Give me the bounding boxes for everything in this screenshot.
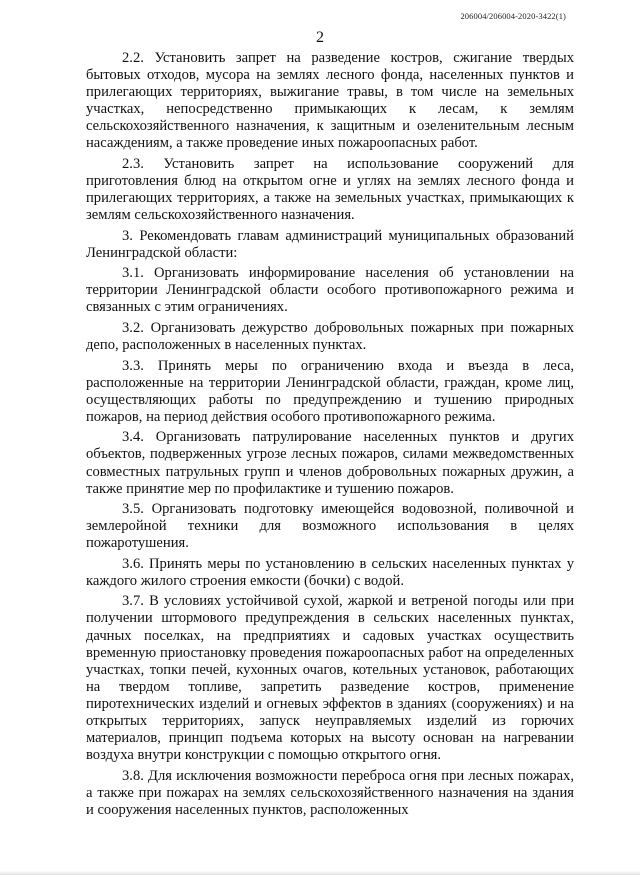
document-id: 206004/206004-2020-3422(1) bbox=[460, 11, 566, 21]
paragraph-2-3: 2.3. Установить запрет на использование сооружений для приготовления блюд на открытом огне и углях на землях лесного фонда и прилегающих территориях, а также на земельных участках, примыкающих к землям сельскохозяйственного назначения. bbox=[86, 155, 574, 224]
paragraph-3-1: 3.1. Организовать информирование населения об установлении на территории Ленинградской области особого противопожарного режима и связанных с этим ограничениях. bbox=[86, 265, 574, 316]
paragraph-2-2: 2.2. Установить запрет на разведение костров, сжигание твердых бытовых отходов, мусора на землях лесного фонда, населенных пунктов и прилегающих территориях, выжигание травы, в том числе на земельных участках, непосредственно примыкающих к лесам, к землям сельскохозяйственного назначения, к защитным и озеленительным лесным насаждениям, а также проведение иных пожароопасных работ. bbox=[86, 50, 574, 152]
paragraph-3-7: 3.7. В условиях устойчивой сухой, жаркой и ветреной погоды или при получении штормового предупреждения в сельских населенных пунктах, дачных поселках, на предприятиях и садовых участках осуществить временную приостановку проведения пожароопасных работ на определенных участках, топки печей, кухонных очагов, котельных установок, работающих на твердом топливе, запретить разведение костров, применение пиротехнических изделий и огневых эффектов в зданиях (сооружениях) и на открытых территориях, запуск неуправляемых изделий из горючих материалов, принцип подъема которых на высоту основан на нагревании воздуха внутри конструкции с помощью открытого огня. bbox=[86, 593, 574, 764]
paragraph-3-4: 3.4. Организовать патрулирование населенных пунктов и других объектов, подверженных угрозе лесных пожаров, силами межведомственных совместных патрульных групп и членов добровольных пожарных дружин, а также принятие мер по профилактике и тушению пожаров. bbox=[86, 429, 574, 497]
page-number: 2 bbox=[316, 29, 324, 46]
paragraph-3-5: 3.5. Организовать подготовку имеющейся водовозной, поливочной и землеройной техники для возможного использования в целях пожаротушения. bbox=[86, 501, 574, 552]
paragraph-3-2: 3.2. Организовать дежурство добровольных пожарных при пожарных депо, расположенных в населенных пунктах. bbox=[86, 319, 574, 354]
paragraph-3-6: 3.6. Принять меры по установлению в сельских населенных пунктах у каждого жилого строения емкости (бочки) с водой. bbox=[86, 555, 574, 589]
paragraph-3-3: 3.3. Принять меры по ограничению входа и въезда в леса, расположенные на территории Ленинградской области, граждан, кроме лиц, осуществляющих работы по предупреждению и тушению природных пожаров, на период действия особого противопожарного режима. bbox=[86, 357, 574, 425]
document-body bbox=[86, 50, 574, 819]
paragraph-3: 3. Рекомендовать главам администраций муниципальных образований Ленинградской области: bbox=[86, 227, 574, 261]
scan-edge-shadow bbox=[0, 871, 640, 875]
paragraph-3-8: 3.8. Для исключения возможности переброса огня при лесных пожарах, а также при пожарах на землях сельскохозяйственного назначения на здания и сооружения населенных пунктов, расположенных bbox=[86, 767, 574, 818]
